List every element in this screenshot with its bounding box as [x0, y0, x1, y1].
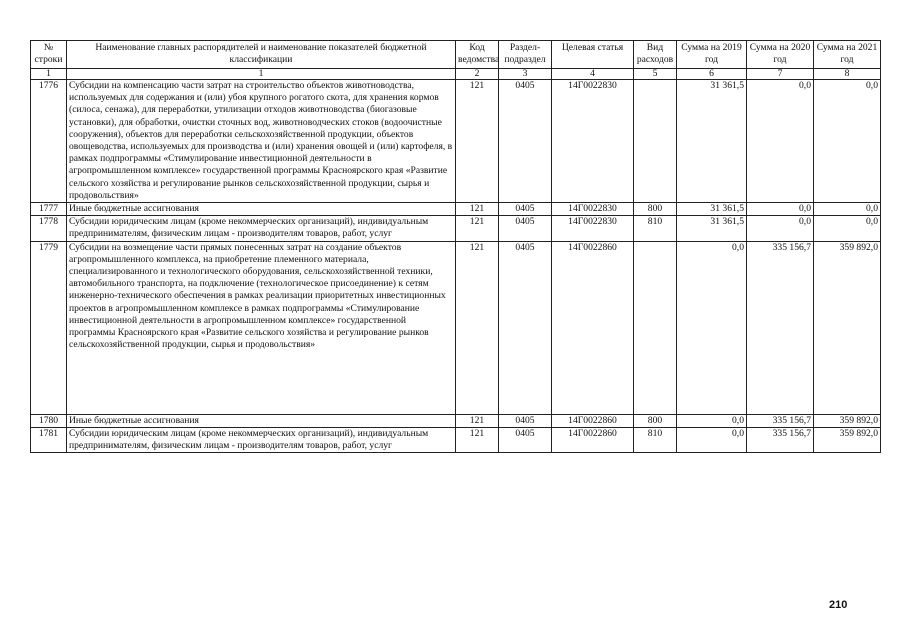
row-expense: 800 [634, 203, 677, 216]
row-name: Субсидии на компенсацию части затрат на строительство объектов животноводства, используемых для содержания и (или) убоя крупного рогатого скота, для хранения кормов (силоса, сенажа), для переработки, утилизации отходов животноводства (биогазовые установки), для обработки, очистки сточных вод, животноводческих стоков (водоочистные сооружения), объектов для переработки сельскохозяйственной продукции, объектов овощеводства, используемых для производства и (или) хранения овощей и (или) картофеля, в рамках подпрограммы «Стимулирование инвестиционной деятельности в агропромышленном комплексе» государственной программы Красноярского края «Развитие сельского хозяйства и регулирование рынков сельскохозяйственной продукции, сырья и продовольствия» [67, 80, 456, 203]
row-expense [634, 80, 677, 203]
row-code: 121 [456, 427, 499, 452]
row-sum-2020: 335 156,7 [747, 414, 814, 427]
column-number: 8 [814, 69, 881, 80]
row-target: 14Г0022860 [552, 241, 634, 414]
header-sum-2020: Сумма на 2020 год [747, 41, 814, 69]
row-sum-2021: 359 892,0 [814, 427, 881, 452]
header-section: Раздел-подраздел [499, 41, 552, 69]
row-target: 14Г0022830 [552, 203, 634, 216]
column-number: 4 [552, 69, 634, 80]
column-number: 3 [499, 69, 552, 80]
row-sum-2019: 31 361,5 [677, 203, 747, 216]
header-row [31, 41, 881, 69]
row-sum-2020: 0,0 [747, 80, 814, 203]
row-section: 0405 [499, 80, 552, 203]
header-sum-2019: Сумма на 2019 год [677, 41, 747, 69]
budget-table [30, 40, 881, 453]
table-row [31, 216, 881, 241]
row-expense: 800 [634, 414, 677, 427]
column-number: 6 [677, 69, 747, 80]
row-sum-2021: 0,0 [814, 80, 881, 203]
column-number: 1 [31, 69, 67, 80]
header-row-no: № строки [31, 41, 67, 69]
row-expense: 810 [634, 427, 677, 452]
row-name: Иные бюджетные ассигнования [67, 414, 456, 427]
row-sum-2019: 31 361,5 [677, 80, 747, 203]
column-number: 1 [67, 69, 456, 80]
row-target: 14Г0022860 [552, 414, 634, 427]
row-section: 0405 [499, 414, 552, 427]
row-name: Субсидии на возмещение части прямых понесенных затрат на создание объектов агропромышленного комплекса, на приобретение племенного материала, специализированного и технологического оборудования, сельскохозяйственной техники, автомобильного транспорта, на подключение (технологическое присоединение) к сетям инженерно-технического обеспечения в рамках реализации приоритетных инвестиционных проектов в агропромышленном комплексе в рамках подпрограммы «Стимулирование инвестиционной деятельности в агропромышленном комплексе» государственной программы Красноярского края «Развитие сельского хозяйства и регулирование рынков сельскохозяйственной продукции, сырья и продовольствия» [67, 241, 456, 414]
row-number: 1777 [31, 203, 67, 216]
row-sum-2020: 0,0 [747, 216, 814, 241]
row-target: 14Г0022830 [552, 80, 634, 203]
row-code: 121 [456, 80, 499, 203]
row-target: 14Г0022830 [552, 216, 634, 241]
header-expense: Вид расходов [634, 41, 677, 69]
row-section: 0405 [499, 203, 552, 216]
table-row [31, 80, 881, 203]
row-sum-2020: 335 156,7 [747, 241, 814, 414]
row-number: 1778 [31, 216, 67, 241]
row-name: Субсидии юридическим лицам (кроме некоммерческих организаций), индивидуальным предпринимателям, физическим лицам - производителям товаров, работ, услуг [67, 216, 456, 241]
column-number: 5 [634, 69, 677, 80]
row-sum-2021: 0,0 [814, 203, 881, 216]
row-sum-2019: 0,0 [677, 427, 747, 452]
header-sum-2021: Сумма на 2021 год [814, 41, 881, 69]
row-sum-2019: 31 361,5 [677, 216, 747, 241]
row-section: 0405 [499, 216, 552, 241]
row-expense [634, 241, 677, 414]
row-sum-2020: 0,0 [747, 203, 814, 216]
header-target: Целевая статья [552, 41, 634, 69]
row-name: Иные бюджетные ассигнования [67, 203, 456, 216]
row-sum-2020: 335 156,7 [747, 427, 814, 452]
column-number: 2 [456, 69, 499, 80]
row-sum-2019: 0,0 [677, 241, 747, 414]
row-section: 0405 [499, 241, 552, 414]
column-number-row [31, 69, 881, 80]
row-number: 1780 [31, 414, 67, 427]
row-sum-2021: 359 892,0 [814, 414, 881, 427]
row-number: 1776 [31, 80, 67, 203]
row-number: 1781 [31, 427, 67, 452]
row-code: 121 [456, 241, 499, 414]
row-target: 14Г0022860 [552, 427, 634, 452]
row-number: 1779 [31, 241, 67, 414]
table-row [31, 241, 881, 414]
table-row [31, 203, 881, 216]
row-code: 121 [456, 216, 499, 241]
row-name: Субсидии юридическим лицам (кроме некоммерческих организаций), индивидуальным предпринимателям, физическим лицам - производителям товаров, работ, услуг [67, 427, 456, 452]
row-sum-2021: 359 892,0 [814, 241, 881, 414]
row-section: 0405 [499, 427, 552, 452]
header-name: Наименование главных распорядителей и наименование показателей бюджетной классификации [67, 41, 456, 69]
row-code: 121 [456, 203, 499, 216]
row-expense: 810 [634, 216, 677, 241]
table-row [31, 414, 881, 427]
page-number: 210 [829, 599, 848, 611]
row-sum-2021: 0,0 [814, 216, 881, 241]
column-number: 7 [747, 69, 814, 80]
row-code: 121 [456, 414, 499, 427]
row-sum-2019: 0,0 [677, 414, 747, 427]
header-code: Код ведомства [456, 41, 499, 69]
table-row [31, 427, 881, 452]
